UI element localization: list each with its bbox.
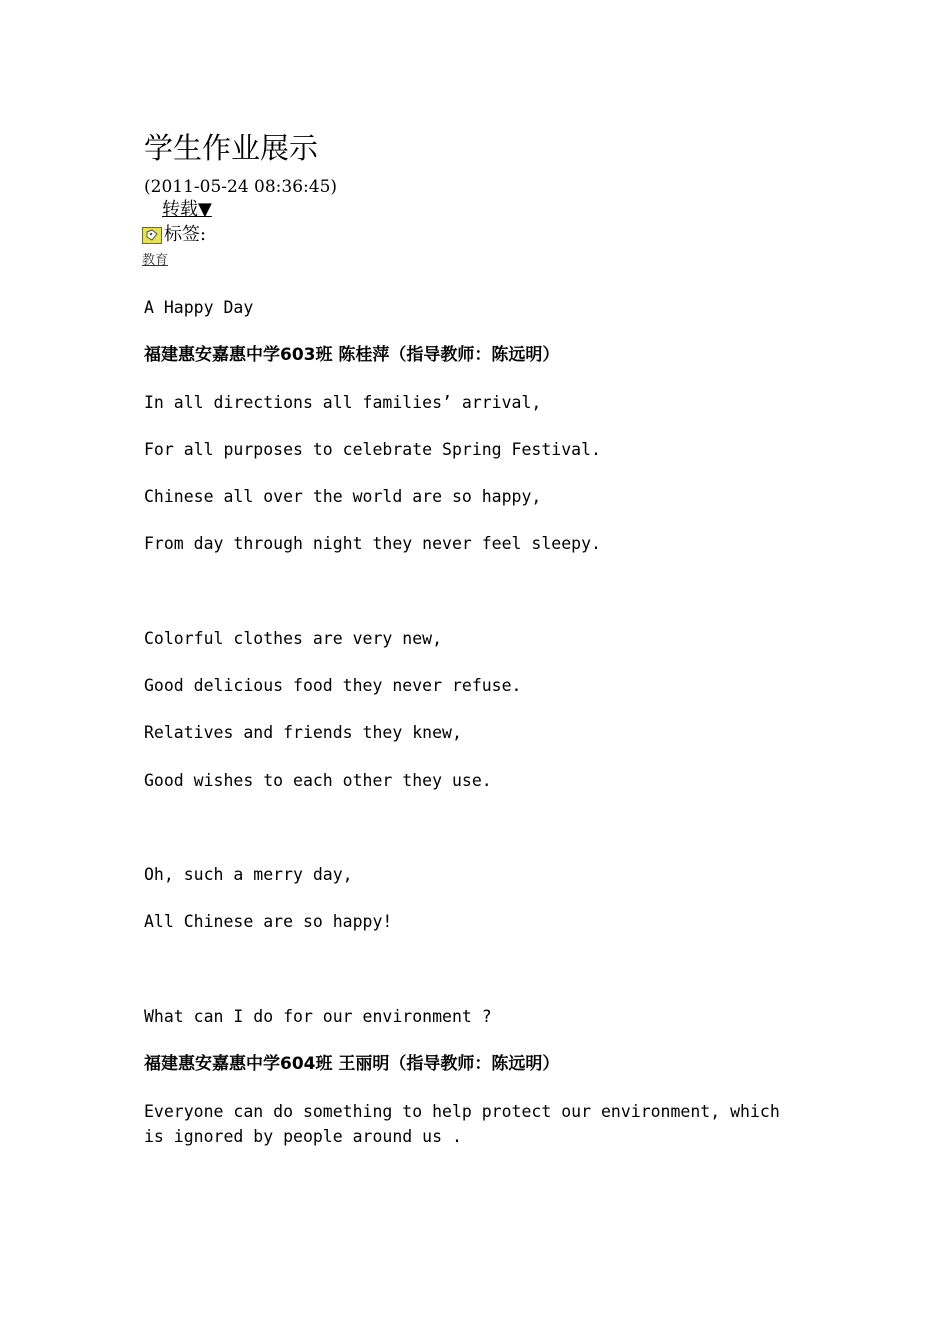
essay-title: What can I do for our environment ? [144, 1007, 492, 1026]
post-timestamp: (2011-05-24 08:36:45) [144, 177, 338, 197]
poem-line: In all directions all families’ arrival, [144, 393, 542, 412]
poem-line: From day through night they never feel sleepy. [144, 534, 601, 553]
essay-paragraph: Everyone can do something to help protect our environment, which is ignored by people around us . [144, 1102, 780, 1146]
poem-line: Colorful clothes are very new, [144, 629, 443, 648]
poem-line: For all purposes to celebrate Spring Festival. [144, 440, 601, 459]
tag-link-education[interactable]: 教育 [142, 253, 169, 268]
repost-link[interactable]: 转载▼ [162, 199, 212, 220]
tag-icon [142, 227, 162, 244]
essay-byline: 福建惠安嘉惠中学604班 王丽明（指导教师：陈远明） [144, 1054, 560, 1074]
poem-line: Good delicious food they never refuse. [144, 676, 522, 695]
tags-row [142, 223, 206, 247]
poem-byline: 福建惠安嘉惠中学603班 陈桂萍（指导教师：陈远明） [144, 345, 560, 365]
poem-line: Relatives and friends they knew, [144, 723, 462, 742]
page-title: 学生作业展示 [144, 131, 319, 165]
poem-line: Chinese all over the world are so happy, [144, 487, 542, 506]
poem-line: Oh, such a merry day, [144, 865, 353, 884]
poem-line: Good wishes to each other they use. [144, 771, 492, 790]
tags-label: 标签: [164, 224, 207, 245]
poem-line: All Chinese are so happy! [144, 912, 393, 931]
poem-title: A Happy Day [144, 298, 254, 317]
